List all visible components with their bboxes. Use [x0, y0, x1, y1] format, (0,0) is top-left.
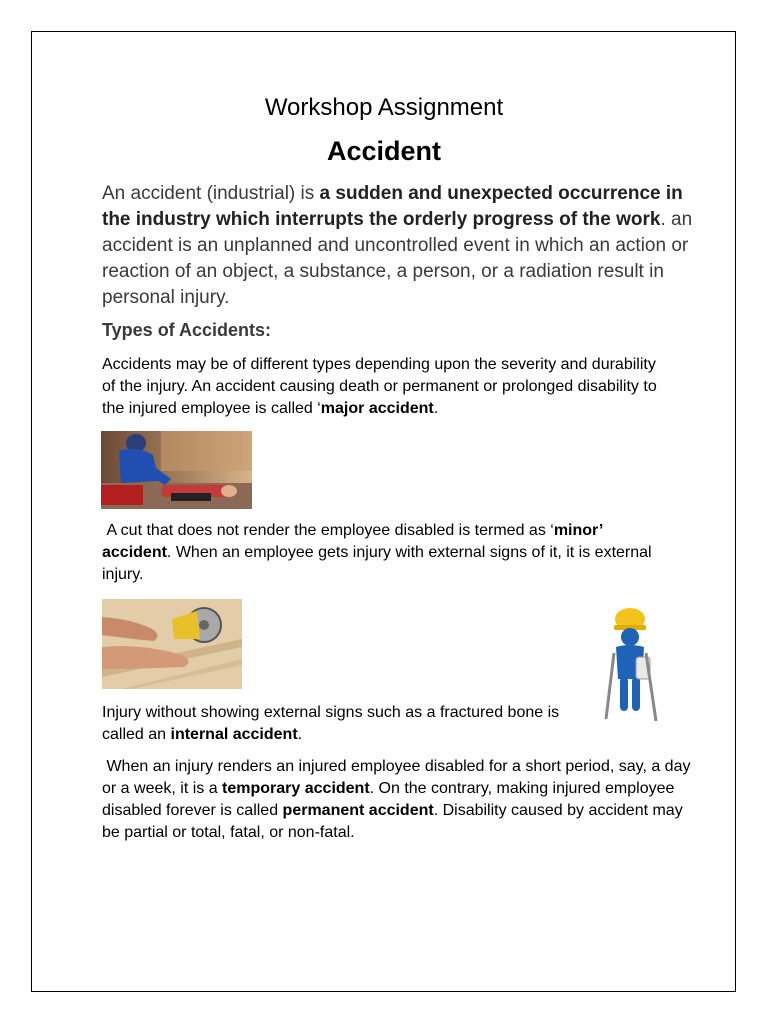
- para2-text: A cut that does not render the employee disabled is termed as ‘: [102, 522, 554, 539]
- page-border: [31, 31, 736, 992]
- para3-text: Injury without showing external signs such as a fractured bone is called an: [102, 704, 560, 743]
- first-aid-photo: [101, 431, 252, 509]
- temporary-permanent-paragraph: [102, 756, 702, 844]
- para4-text3: . Disability caused by accident may be partial or total, fatal, or non-fatal.: [102, 802, 683, 841]
- intro-bold: a sudden and unexpected occurrence in the industry which interrupts the orderly progress of the work: [102, 183, 683, 230]
- para2-rest: . When an employee gets injury with external signs of it, it is external injury: [102, 544, 652, 583]
- para1-end: .: [433, 400, 439, 417]
- intro-rest: . an accident is an unplanned and uncontrolled event in which an action or reaction of an object, a substance, a person, or a radiation result in personal injury.: [102, 209, 693, 308]
- para3-end: .: [297, 726, 303, 743]
- types-heading: Types of Accidents:: [102, 320, 272, 340]
- para4-bold2: permanent accident: [282, 802, 434, 819]
- para3-bold: internal accident: [170, 726, 298, 743]
- para4-text1: When an injury renders an injured employee disabled for a short period, say, a day or a week, it is a: [102, 758, 691, 797]
- intro-lead: An accident (industrial) is: [102, 183, 320, 204]
- document-subtitle: Accident: [326, 136, 442, 166]
- para2-end: .: [139, 566, 144, 583]
- para2-bold: minor’ accident: [102, 522, 603, 561]
- grinder-hand-photo: [102, 599, 242, 689]
- para1-bold: major accident: [320, 400, 434, 417]
- document-title: Workshop Assignment: [264, 94, 504, 121]
- major-accident-paragraph: [102, 354, 662, 420]
- para4-text2: . On the contrary, making injured employee disabled forever is called: [102, 780, 675, 819]
- internal-accident-paragraph: [102, 702, 562, 746]
- para4-bold1: temporary accident: [222, 780, 370, 797]
- para1-text: Accidents may be of different types depending upon the severity and durability of the injury. An accident causing death or permanent or prolonged disability to the injured employee is called ‘: [102, 356, 657, 417]
- intro-paragraph: [102, 181, 702, 311]
- minor-accident-paragraph: [102, 520, 662, 586]
- injured-worker-figure: [600, 605, 660, 725]
